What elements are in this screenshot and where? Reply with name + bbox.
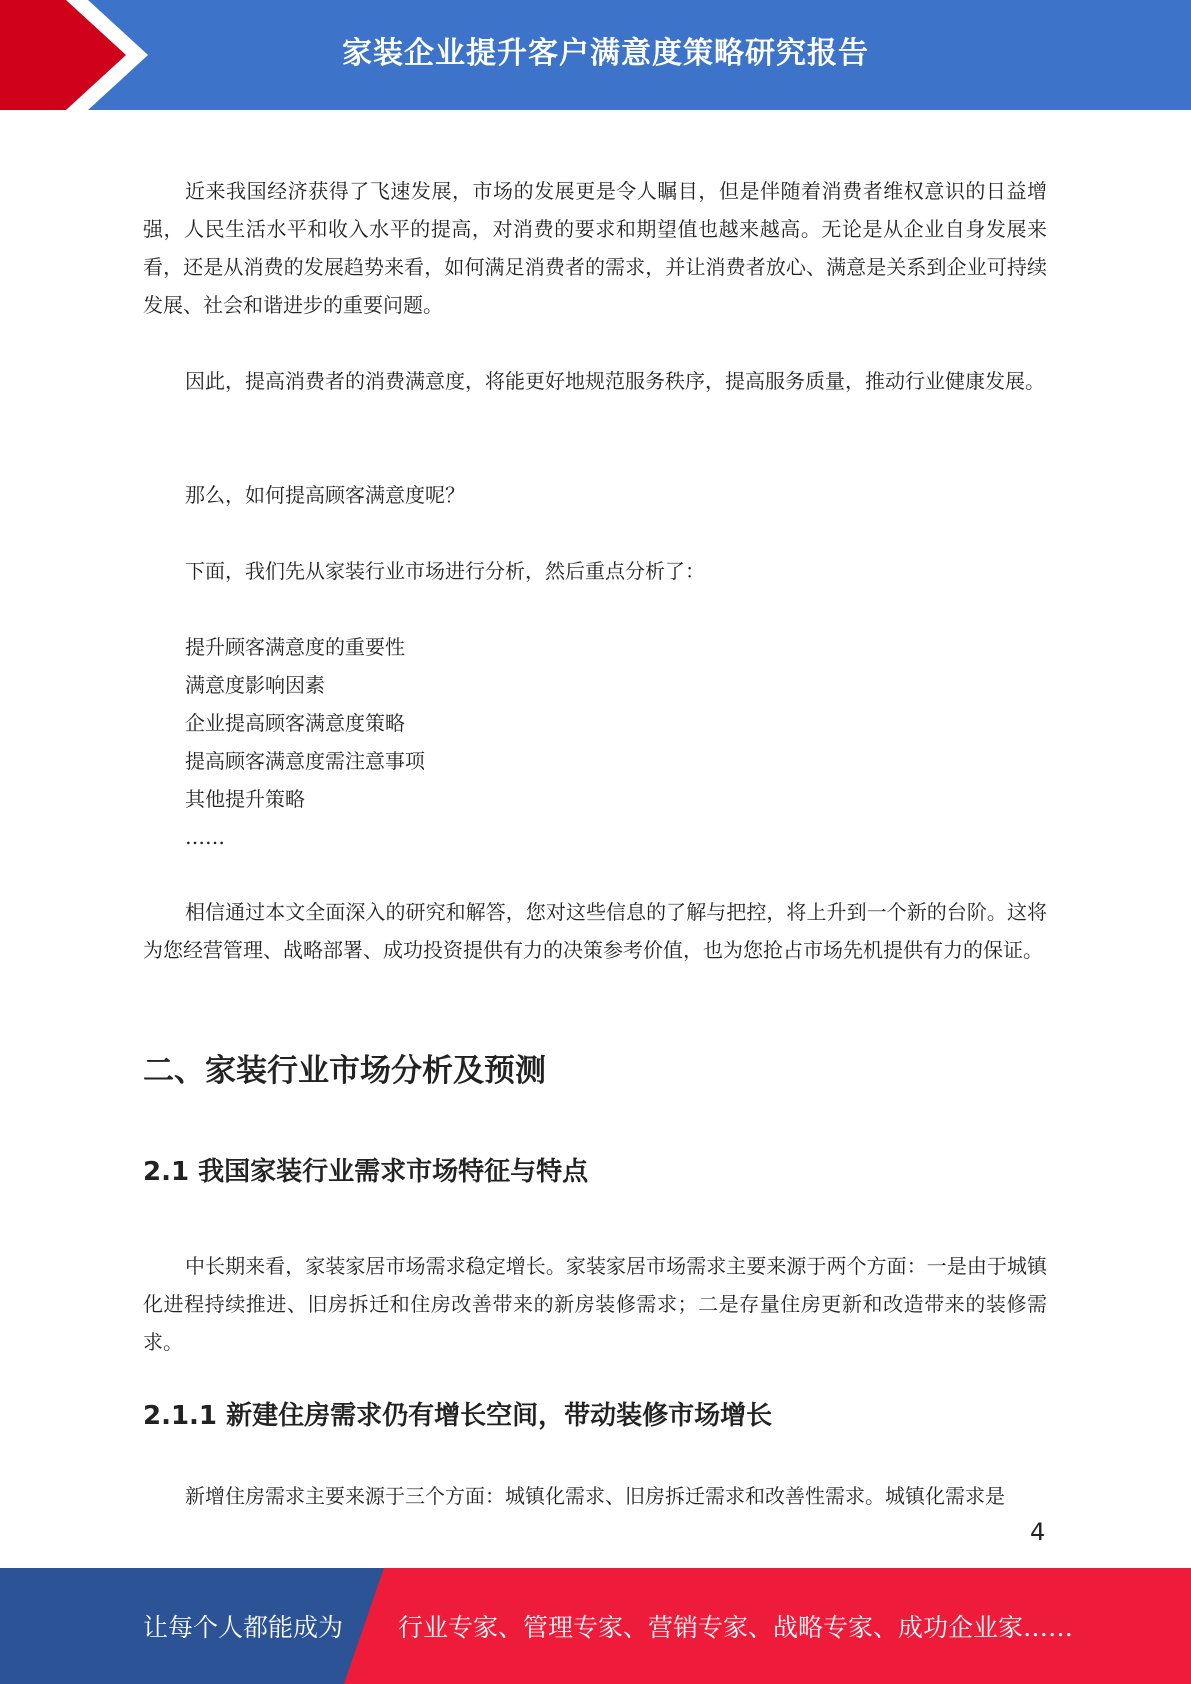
list-item: 企业提高顾客满意度策略 [185, 711, 405, 735]
page-number: 4 [1030, 1518, 1046, 1546]
list-item: 提升顾客满意度的重要性 [185, 635, 405, 659]
subsection-heading-2-1-1: 2.1.1 新建住房需求仍有增长空间，带动装修市场增长 [143, 1401, 773, 1431]
paragraph-intro: 近来我国经济获得了飞速发展，市场的发展更是令人瞩目，但是伴随着消费者维权意识的日益增强，人民生活水平和收入水平的提高，对消费的要求和期望值也越来越高。无论是从企业自身发展来看，还是从消费的发展趋势来看，如何满足消费者的需求，并让消费者放心、满意是关系到企业可持续发展、社会和谐进步的重要问题。 [143, 179, 1047, 317]
report-title: 家装企业提升客户满意度策略研究报告 [342, 36, 869, 71]
paragraph-new-housing: 新增住房需求主要来源于三个方面：城镇化需求、旧房拆迁需求和改善性需求。城镇化需求是 [185, 1484, 1005, 1508]
page-footer [0, 1568, 1191, 1684]
section-heading: 二、家装行业市场分析及预测 [143, 1053, 546, 1089]
list-item: 满意度影响因素 [185, 673, 325, 697]
footer-slogan-right: 行业专家、管理专家、营销专家、战略专家、成功企业家…… [398, 1613, 1074, 1642]
list-item: …… [185, 825, 225, 849]
paragraph-conclusion: 相信通过本文全面深入的研究和解答，您对这些信息的了解与把控，将上升到一个新的台阶。这将为您经营管理、战略部署、成功投资提供有力的决策参考价值，也为您抢占市场先机提供有力的保证。 [143, 900, 1047, 962]
list-item: 提高顾客满意度需注意事项 [185, 749, 425, 773]
page-header [0, 0, 1191, 110]
topic-list [185, 628, 425, 856]
list-item: 其他提升策略 [185, 787, 305, 811]
paragraph-question: 那么，如何提高顾客满意度呢？ [185, 483, 465, 507]
paragraph-demand: 中长期来看，家装家居市场需求稳定增长。家装家居市场需求主要来源于两个方面：一是由于城镇化进程持续推进、旧房拆迁和住房改善带来的新房装修需求；二是存量住房更新和改造带来的装修需求。 [143, 1254, 1047, 1354]
footer-slogan-left: 让每个人都能成为 [143, 1613, 344, 1642]
paragraph-analysis-intro: 下面，我们先从家装行业市场进行分析，然后重点分析了： [185, 559, 705, 583]
subsection-heading-2-1: 2.1 我国家装行业需求市场特征与特点 [143, 1157, 589, 1187]
paragraph-therefore: 因此，提高消费者的消费满意度，将能更好地规范服务秩序，提高服务质量，推动行业健康发展。 [185, 369, 1045, 393]
